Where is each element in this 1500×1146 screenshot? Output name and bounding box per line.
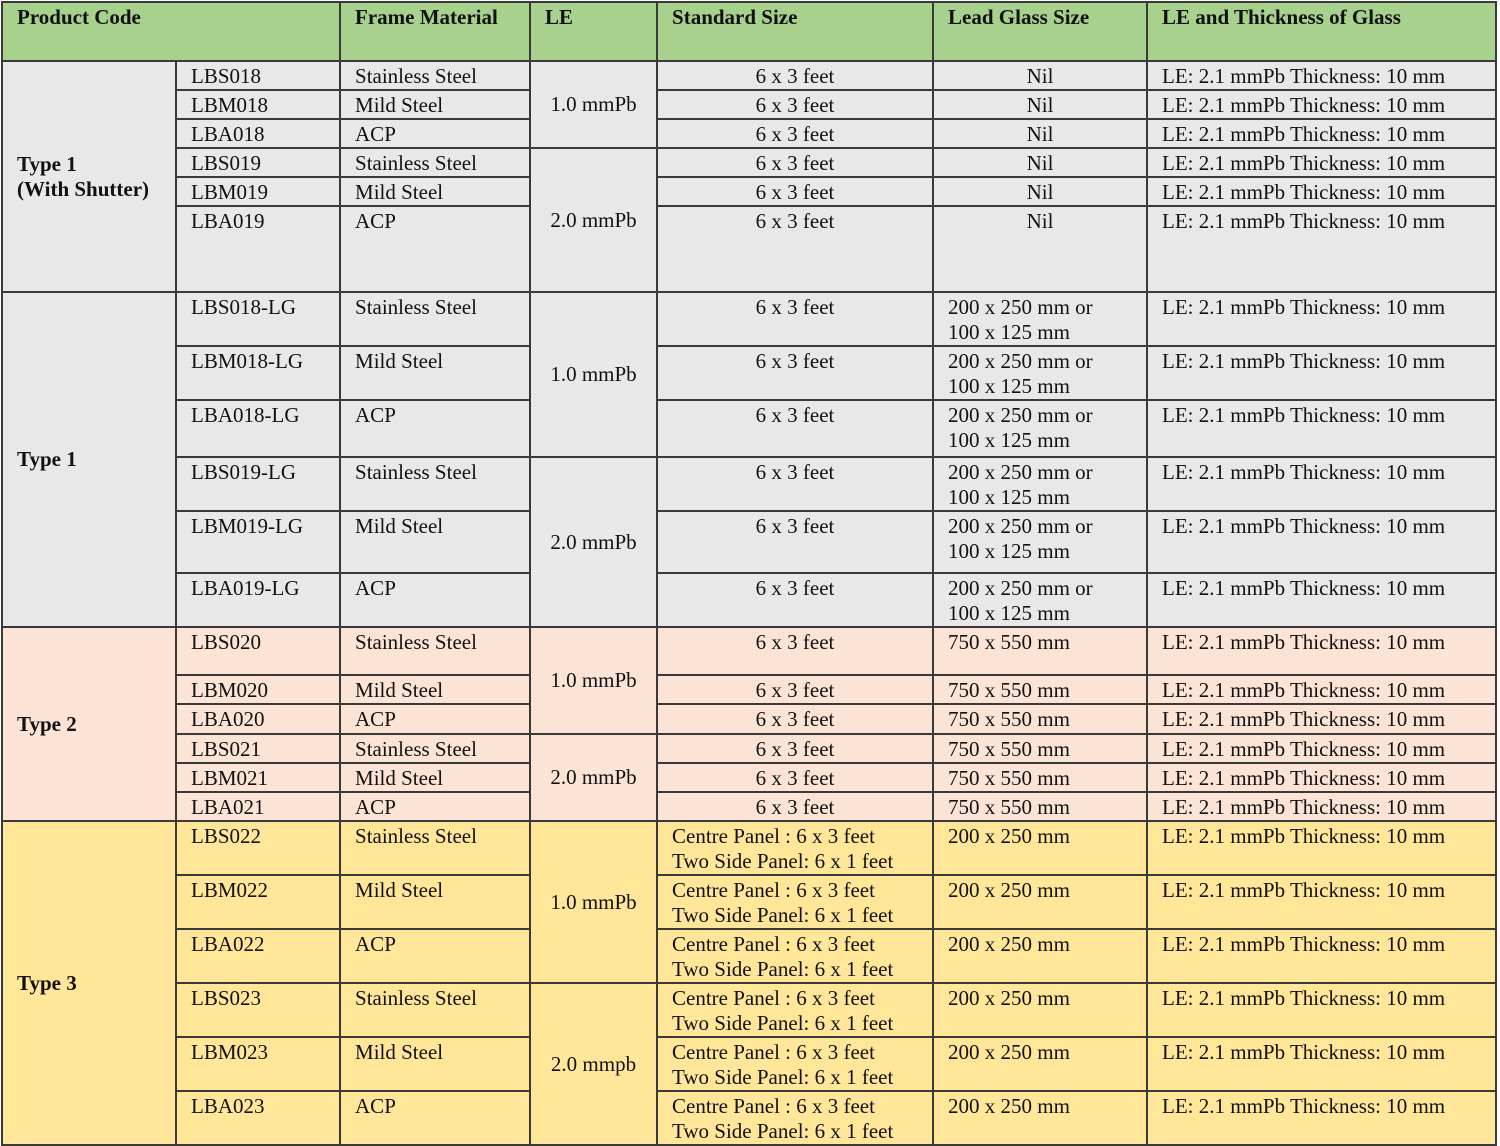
frame-material-cell: ACP bbox=[340, 400, 530, 457]
header-le-thickness-glass: LE and Thickness of Glass bbox=[1147, 2, 1496, 61]
product-code-cell: LBS021 bbox=[176, 734, 340, 763]
header-row bbox=[2, 2, 1496, 61]
standard-size-line: Centre Panel : 6 x 3 feet bbox=[672, 1040, 875, 1064]
header-product-code: Product Code bbox=[2, 2, 340, 61]
product-code-cell: LBM018 bbox=[176, 90, 340, 119]
standard-size-line: 6 x 3 feet bbox=[755, 460, 835, 484]
standard-size-line: 6 x 3 feet bbox=[755, 403, 835, 427]
lead-glass-size-cell bbox=[933, 704, 1147, 734]
table-row bbox=[2, 734, 1496, 763]
lead-glass-size-line: Nil bbox=[1026, 93, 1054, 117]
standard-size-line: Centre Panel : 6 x 3 feet bbox=[672, 932, 875, 956]
lead-glass-size-cell bbox=[933, 457, 1147, 511]
group-label bbox=[2, 627, 176, 821]
lead-glass-size-cell bbox=[933, 929, 1147, 983]
frame-material-cell: Mild Steel bbox=[340, 90, 530, 119]
table-row bbox=[2, 206, 1496, 292]
le-cell: 2.0 mmPb bbox=[530, 148, 657, 292]
product-code-cell: LBM018-LG bbox=[176, 346, 340, 400]
standard-size-cell bbox=[657, 511, 933, 573]
standard-size-line: 6 x 3 feet bbox=[755, 209, 835, 233]
le-thickness-cell: LE: 2.1 mmPb Thickness: 10 mm bbox=[1147, 148, 1496, 177]
standard-size-cell bbox=[657, 148, 933, 177]
frame-material-cell: ACP bbox=[340, 119, 530, 148]
table-row bbox=[2, 148, 1496, 177]
le-thickness-cell: LE: 2.1 mmPb Thickness: 10 mm bbox=[1147, 821, 1496, 875]
le-cell: 1.0 mmPb bbox=[530, 292, 657, 457]
le-thickness-cell: LE: 2.1 mmPb Thickness: 10 mm bbox=[1147, 929, 1496, 983]
lead-glass-size-cell bbox=[933, 821, 1147, 875]
header-standard-size: Standard Size bbox=[657, 2, 933, 61]
standard-size-line: 6 x 3 feet bbox=[755, 576, 835, 600]
standard-size-cell bbox=[657, 627, 933, 675]
le-thickness-cell: LE: 2.1 mmPb Thickness: 10 mm bbox=[1147, 1037, 1496, 1091]
lead-glass-size-cell bbox=[933, 511, 1147, 573]
standard-size-line: Two Side Panel: 6 x 1 feet bbox=[672, 903, 894, 927]
lead-glass-size-line: 750 x 550 mm bbox=[948, 766, 1070, 790]
frame-material-cell: Stainless Steel bbox=[340, 148, 530, 177]
lead-glass-size-cell bbox=[933, 346, 1147, 400]
group-label bbox=[2, 821, 176, 1145]
table-row bbox=[2, 511, 1496, 573]
standard-size-line: 6 x 3 feet bbox=[755, 64, 835, 88]
lead-glass-size-line: 200 x 250 mm or bbox=[948, 349, 1093, 373]
standard-size-cell bbox=[657, 457, 933, 511]
lead-glass-size-line: 200 x 250 mm bbox=[948, 932, 1070, 956]
table-row bbox=[2, 573, 1496, 627]
lead-glass-size-line: 200 x 250 mm bbox=[948, 1094, 1070, 1118]
le-thickness-cell: LE: 2.1 mmPb Thickness: 10 mm bbox=[1147, 177, 1496, 206]
lead-glass-size-line: 200 x 250 mm or bbox=[948, 576, 1093, 600]
le-thickness-cell: LE: 2.1 mmPb Thickness: 10 mm bbox=[1147, 61, 1496, 90]
lead-glass-size-cell bbox=[933, 763, 1147, 792]
le-thickness-cell: LE: 2.1 mmPb Thickness: 10 mm bbox=[1147, 346, 1496, 400]
standard-size-line: 6 x 3 feet bbox=[755, 630, 835, 654]
header-le: LE bbox=[530, 2, 657, 61]
table-row bbox=[2, 90, 1496, 119]
frame-material-cell: ACP bbox=[340, 1091, 530, 1145]
lead-glass-size-cell bbox=[933, 627, 1147, 675]
standard-size-line: Centre Panel : 6 x 3 feet bbox=[672, 1094, 875, 1118]
le-thickness-cell: LE: 2.1 mmPb Thickness: 10 mm bbox=[1147, 983, 1496, 1037]
le-thickness-cell: LE: 2.1 mmPb Thickness: 10 mm bbox=[1147, 792, 1496, 821]
product-table bbox=[1, 1, 1497, 1146]
lead-glass-size-line: 200 x 250 mm or bbox=[948, 460, 1093, 484]
lead-glass-size-line: 100 x 125 mm bbox=[948, 539, 1070, 563]
lead-glass-size-line: 200 x 250 mm bbox=[948, 824, 1070, 848]
standard-size-cell bbox=[657, 400, 933, 457]
le-thickness-cell: LE: 2.1 mmPb Thickness: 10 mm bbox=[1147, 511, 1496, 573]
product-code-cell: LBA021 bbox=[176, 792, 340, 821]
standard-size-line: Two Side Panel: 6 x 1 feet bbox=[672, 1011, 894, 1035]
standard-size-line: 6 x 3 feet bbox=[755, 795, 835, 819]
table-row bbox=[2, 1037, 1496, 1091]
frame-material-cell: Stainless Steel bbox=[340, 61, 530, 90]
lead-glass-size-line: Nil bbox=[1026, 64, 1054, 88]
standard-size-cell bbox=[657, 206, 933, 292]
table-row bbox=[2, 346, 1496, 400]
table-row bbox=[2, 821, 1496, 875]
le-thickness-cell: LE: 2.1 mmPb Thickness: 10 mm bbox=[1147, 90, 1496, 119]
le-thickness-cell: LE: 2.1 mmPb Thickness: 10 mm bbox=[1147, 573, 1496, 627]
standard-size-line: 6 x 3 feet bbox=[755, 514, 835, 538]
lead-glass-size-cell bbox=[933, 206, 1147, 292]
table-row bbox=[2, 1091, 1496, 1145]
table-row bbox=[2, 875, 1496, 929]
lead-glass-size-cell bbox=[933, 734, 1147, 763]
frame-material-cell: ACP bbox=[340, 573, 530, 627]
lead-glass-size-cell bbox=[933, 90, 1147, 119]
group-label-line: (With Shutter) bbox=[17, 176, 150, 201]
frame-material-cell: Stainless Steel bbox=[340, 627, 530, 675]
lead-glass-size-line: 200 x 250 mm bbox=[948, 986, 1070, 1010]
lead-glass-size-cell bbox=[933, 675, 1147, 704]
table-row bbox=[2, 929, 1496, 983]
standard-size-line: 6 x 3 feet bbox=[755, 707, 835, 731]
lead-glass-size-cell bbox=[933, 875, 1147, 929]
lead-glass-size-line: 100 x 125 mm bbox=[948, 485, 1070, 509]
product-code-cell: LBM020 bbox=[176, 675, 340, 704]
product-code-cell: LBA018-LG bbox=[176, 400, 340, 457]
standard-size-cell bbox=[657, 704, 933, 734]
standard-size-cell bbox=[657, 177, 933, 206]
lead-glass-size-line: 200 x 250 mm bbox=[948, 1040, 1070, 1064]
le-thickness-cell: LE: 2.1 mmPb Thickness: 10 mm bbox=[1147, 734, 1496, 763]
standard-size-cell bbox=[657, 346, 933, 400]
table-row bbox=[2, 457, 1496, 511]
frame-material-cell: Mild Steel bbox=[340, 511, 530, 573]
table-row bbox=[2, 61, 1496, 90]
frame-material-cell: Stainless Steel bbox=[340, 292, 530, 346]
standard-size-line: Two Side Panel: 6 x 1 feet bbox=[672, 1065, 894, 1089]
le-cell: 2.0 mmpb bbox=[530, 983, 657, 1145]
frame-material-cell: Mild Steel bbox=[340, 1037, 530, 1091]
product-code-cell: LBS023 bbox=[176, 983, 340, 1037]
frame-material-cell: Stainless Steel bbox=[340, 821, 530, 875]
group-label bbox=[2, 292, 176, 627]
le-thickness-cell: LE: 2.1 mmPb Thickness: 10 mm bbox=[1147, 206, 1496, 292]
table-row bbox=[2, 400, 1496, 457]
le-thickness-cell: LE: 2.1 mmPb Thickness: 10 mm bbox=[1147, 292, 1496, 346]
lead-glass-size-line: 750 x 550 mm bbox=[948, 630, 1070, 654]
product-code-cell: LBA022 bbox=[176, 929, 340, 983]
lead-glass-size-line: Nil bbox=[1026, 209, 1054, 233]
table-row bbox=[2, 763, 1496, 792]
le-cell: 2.0 mmPb bbox=[530, 457, 657, 627]
standard-size-cell bbox=[657, 929, 933, 983]
lead-glass-size-line: 750 x 550 mm bbox=[948, 707, 1070, 731]
le-thickness-cell: LE: 2.1 mmPb Thickness: 10 mm bbox=[1147, 1091, 1496, 1145]
standard-size-cell bbox=[657, 734, 933, 763]
frame-material-cell: Mild Steel bbox=[340, 763, 530, 792]
le-thickness-cell: LE: 2.1 mmPb Thickness: 10 mm bbox=[1147, 675, 1496, 704]
lead-glass-size-line: 100 x 125 mm bbox=[948, 374, 1070, 398]
lead-glass-size-line: 100 x 125 mm bbox=[948, 428, 1070, 452]
header-frame-material: Frame Material bbox=[340, 2, 530, 61]
lead-glass-size-line: 100 x 125 mm bbox=[948, 601, 1070, 625]
product-code-cell: LBS018 bbox=[176, 61, 340, 90]
le-cell: 1.0 mmPb bbox=[530, 821, 657, 983]
standard-size-line: 6 x 3 feet bbox=[755, 349, 835, 373]
frame-material-cell: ACP bbox=[340, 704, 530, 734]
product-code-cell: LBA019 bbox=[176, 206, 340, 292]
table-body bbox=[2, 61, 1496, 1145]
frame-material-cell: Stainless Steel bbox=[340, 457, 530, 511]
lead-glass-size-line: 200 x 250 mm or bbox=[948, 295, 1093, 319]
product-code-cell: LBS019 bbox=[176, 148, 340, 177]
table-row bbox=[2, 627, 1496, 675]
le-cell: 1.0 mmPb bbox=[530, 627, 657, 734]
lead-glass-size-line: 750 x 550 mm bbox=[948, 795, 1070, 819]
standard-size-cell bbox=[657, 1037, 933, 1091]
frame-material-cell: Stainless Steel bbox=[340, 983, 530, 1037]
lead-glass-size-cell bbox=[933, 792, 1147, 821]
lead-glass-size-line: Nil bbox=[1026, 180, 1054, 204]
lead-glass-size-cell bbox=[933, 1037, 1147, 1091]
standard-size-line: 6 x 3 feet bbox=[755, 766, 835, 790]
le-thickness-cell: LE: 2.1 mmPb Thickness: 10 mm bbox=[1147, 119, 1496, 148]
group-label-line: Type 3 bbox=[17, 970, 77, 995]
frame-material-cell: Stainless Steel bbox=[340, 734, 530, 763]
standard-size-cell bbox=[657, 875, 933, 929]
product-code-cell: LBA019-LG bbox=[176, 573, 340, 627]
lead-glass-size-cell bbox=[933, 119, 1147, 148]
table-row bbox=[2, 704, 1496, 734]
group-label bbox=[2, 61, 176, 292]
table-row bbox=[2, 792, 1496, 821]
lead-glass-size-cell bbox=[933, 148, 1147, 177]
standard-size-line: 6 x 3 feet bbox=[755, 151, 835, 175]
frame-material-cell: Mild Steel bbox=[340, 675, 530, 704]
frame-material-cell: Mild Steel bbox=[340, 177, 530, 206]
standard-size-cell bbox=[657, 821, 933, 875]
frame-material-cell: ACP bbox=[340, 792, 530, 821]
standard-size-line: 6 x 3 feet bbox=[755, 93, 835, 117]
lead-glass-size-line: 100 x 125 mm bbox=[948, 320, 1070, 344]
le-thickness-cell: LE: 2.1 mmPb Thickness: 10 mm bbox=[1147, 627, 1496, 675]
standard-size-cell bbox=[657, 292, 933, 346]
product-code-cell: LBA020 bbox=[176, 704, 340, 734]
standard-size-cell bbox=[657, 61, 933, 90]
standard-size-line: 6 x 3 feet bbox=[755, 678, 835, 702]
standard-size-cell bbox=[657, 983, 933, 1037]
lead-glass-size-line: Nil bbox=[1026, 122, 1054, 146]
table-row bbox=[2, 983, 1496, 1037]
standard-size-line: 6 x 3 feet bbox=[755, 180, 835, 204]
standard-size-cell bbox=[657, 1091, 933, 1145]
product-code-cell: LBM021 bbox=[176, 763, 340, 792]
product-code-cell: LBS019-LG bbox=[176, 457, 340, 511]
standard-size-cell bbox=[657, 763, 933, 792]
standard-size-line: 6 x 3 feet bbox=[755, 122, 835, 146]
standard-size-cell bbox=[657, 119, 933, 148]
lead-glass-size-line: 200 x 250 mm bbox=[948, 878, 1070, 902]
lead-glass-size-cell bbox=[933, 292, 1147, 346]
frame-material-cell: ACP bbox=[340, 929, 530, 983]
lead-glass-size-line: 750 x 550 mm bbox=[948, 737, 1070, 761]
frame-material-cell: Mild Steel bbox=[340, 875, 530, 929]
table-row bbox=[2, 675, 1496, 704]
standard-size-line: 6 x 3 feet bbox=[755, 737, 835, 761]
standard-size-line: Two Side Panel: 6 x 1 feet bbox=[672, 849, 894, 873]
le-thickness-cell: LE: 2.1 mmPb Thickness: 10 mm bbox=[1147, 875, 1496, 929]
lead-glass-size-cell bbox=[933, 400, 1147, 457]
product-code-cell: LBM019-LG bbox=[176, 511, 340, 573]
standard-size-cell bbox=[657, 792, 933, 821]
product-code-cell: LBA018 bbox=[176, 119, 340, 148]
lead-glass-size-line: 750 x 550 mm bbox=[948, 678, 1070, 702]
le-cell: 1.0 mmPb bbox=[530, 61, 657, 148]
standard-size-cell bbox=[657, 675, 933, 704]
lead-glass-size-cell bbox=[933, 61, 1147, 90]
standard-size-cell bbox=[657, 573, 933, 627]
table-row bbox=[2, 177, 1496, 206]
table-row bbox=[2, 119, 1496, 148]
group-label-line: Type 2 bbox=[17, 711, 77, 736]
product-code-cell: LBS020 bbox=[176, 627, 340, 675]
lead-glass-size-line: Nil bbox=[1026, 151, 1054, 175]
table-row bbox=[2, 292, 1496, 346]
standard-size-line: Two Side Panel: 6 x 1 feet bbox=[672, 957, 894, 981]
group-label-line: Type 1 bbox=[17, 151, 77, 176]
frame-material-cell: ACP bbox=[340, 206, 530, 292]
product-code-cell: LBS022 bbox=[176, 821, 340, 875]
standard-size-line: Two Side Panel: 6 x 1 feet bbox=[672, 1119, 894, 1143]
product-code-cell: LBS018-LG bbox=[176, 292, 340, 346]
le-thickness-cell: LE: 2.1 mmPb Thickness: 10 mm bbox=[1147, 704, 1496, 734]
lead-glass-size-cell bbox=[933, 573, 1147, 627]
le-cell: 2.0 mmPb bbox=[530, 734, 657, 821]
le-thickness-cell: LE: 2.1 mmPb Thickness: 10 mm bbox=[1147, 457, 1496, 511]
lead-glass-size-line: 200 x 250 mm or bbox=[948, 514, 1093, 538]
group-label-line: Type 1 bbox=[17, 447, 77, 471]
lead-glass-size-cell bbox=[933, 177, 1147, 206]
frame-material-cell: Mild Steel bbox=[340, 346, 530, 400]
lead-glass-size-cell bbox=[933, 983, 1147, 1037]
product-code-cell: LBM023 bbox=[176, 1037, 340, 1091]
product-code-cell: LBM019 bbox=[176, 177, 340, 206]
lead-glass-size-line: 200 x 250 mm or bbox=[948, 403, 1093, 427]
standard-size-line: Centre Panel : 6 x 3 feet bbox=[672, 878, 875, 902]
lead-glass-size-cell bbox=[933, 1091, 1147, 1145]
standard-size-cell bbox=[657, 90, 933, 119]
product-code-cell: LBM022 bbox=[176, 875, 340, 929]
header-lead-glass-size: Lead Glass Size bbox=[933, 2, 1147, 61]
le-thickness-cell: LE: 2.1 mmPb Thickness: 10 mm bbox=[1147, 400, 1496, 457]
standard-size-line: 6 x 3 feet bbox=[755, 295, 835, 319]
standard-size-line: Centre Panel : 6 x 3 feet bbox=[672, 824, 875, 848]
standard-size-line: Centre Panel : 6 x 3 feet bbox=[672, 986, 875, 1010]
le-thickness-cell: LE: 2.1 mmPb Thickness: 10 mm bbox=[1147, 763, 1496, 792]
product-code-cell: LBA023 bbox=[176, 1091, 340, 1145]
